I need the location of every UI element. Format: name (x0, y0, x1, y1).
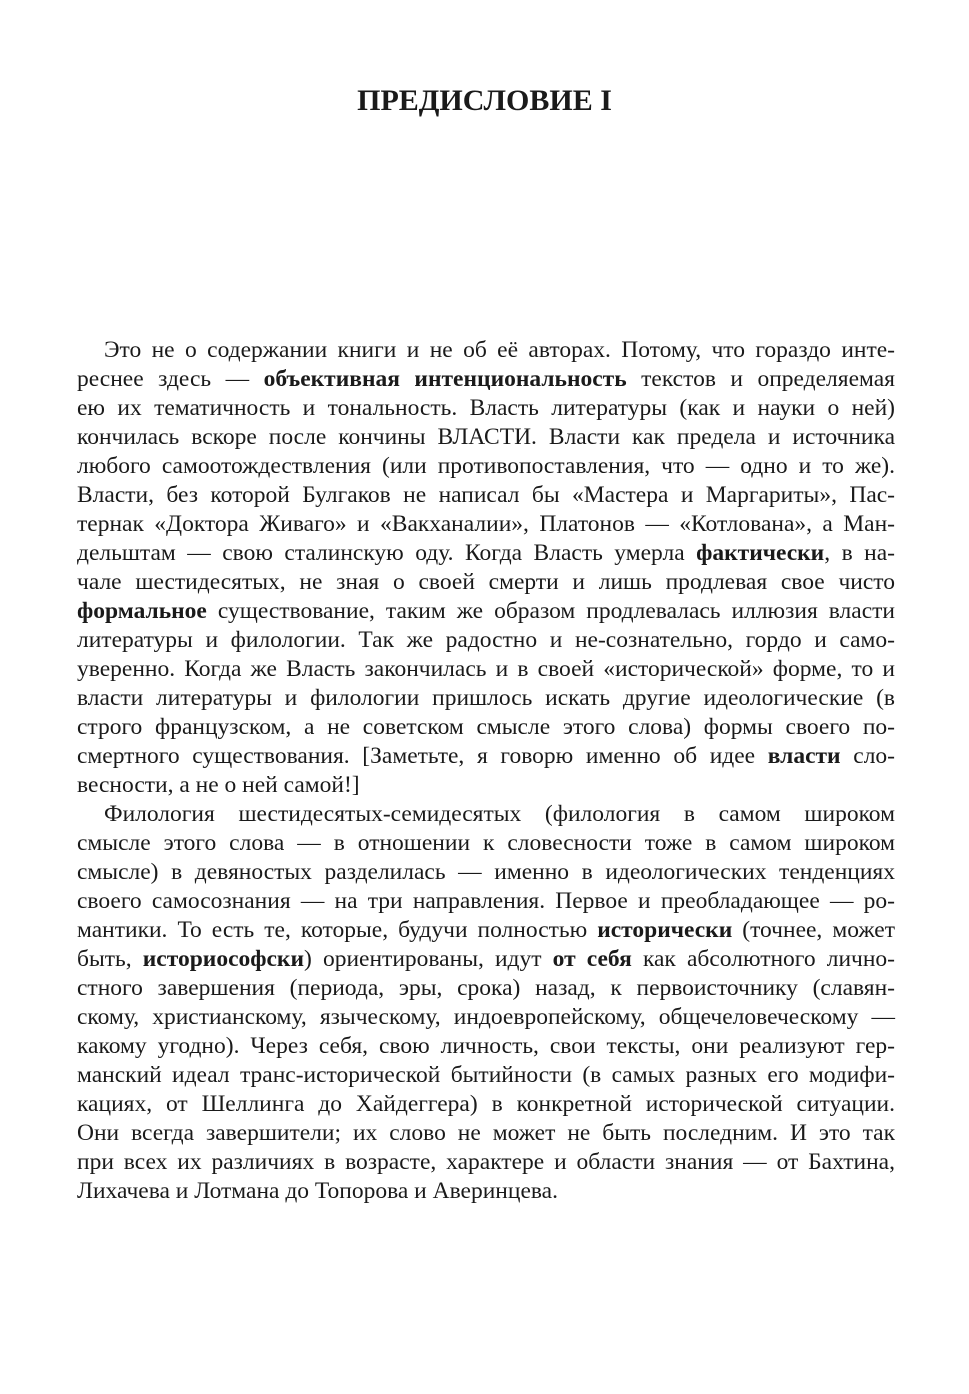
text-line: кациях, от Шеллинга до Хайдеггера) в конкретной исторической ситуации. (77, 1091, 895, 1117)
text-line: Лихачева и Лотмана до Топорова и Аверинцева. (77, 1178, 558, 1204)
text-line: смысле) в девяностых разделилась — именно в идеологических тенденциях (77, 859, 895, 885)
text-line: мантики. То есть те, которые, будучи полностью исторически (точнее, может (77, 917, 895, 943)
text-line: формальное существование, таким же образом продлевалась иллюзия власти (77, 598, 895, 624)
text-line: Это не о содержании книги и не об её авторах. Потому, что гораздо инте- (104, 337, 895, 363)
text-line: Они всегда завершители; их слово не может не быть последним. И это так (77, 1120, 895, 1146)
text-line: литературы и филологии. Так же радостно и не-сознательно, гордо и само- (77, 627, 895, 653)
text-line: смертного существования. [Заметьте, я говорю именно об идее власти сло- (77, 743, 896, 769)
text-line: строго французском, а не советском смысле этого слова) формы своего по- (77, 714, 895, 740)
text-line: Власти, без которой Булгаков не написал бы «Мастера и Маргариты», Пас- (77, 482, 895, 508)
text-line: весности, а не о ней самой!] (77, 772, 360, 798)
text-line: при всех их различиях в возрасте, характере и области знания — от Бахтина, (77, 1149, 895, 1175)
page-title: ПРЕДИСЛОВИЕ I (357, 84, 612, 117)
text-line: кончилась вскоре после кончины ВЛАСТИ. Власти как предела и источника (77, 424, 895, 450)
text-line: дельштам — свою сталинскую оду. Когда Власть умерла фактически, в на- (77, 540, 895, 566)
text-line: ею их тематичность и тональность. Власть литературы (как и науки о ней) (77, 395, 895, 421)
text-line: своего самосознания — на три направления. Первое и преобладающее — ро- (77, 888, 895, 914)
text-line: тернак «Доктора Живаго» и «Вакханалии», Платонов — «Котлована», а Ман- (77, 511, 895, 537)
text-line: Филология шестидесятых-семидесятых (филология в самом широком (104, 801, 895, 827)
text-line: стного завершения (периода, эры, срока) назад, к первоисточнику (славян- (77, 975, 895, 1001)
text-line: любого самоотождествления (или противопоставления, что — одно и то же). (77, 453, 895, 479)
text-line: быть, историософски) ориентированы, идут от себя как абсолютного лично- (77, 946, 896, 972)
text-line: власти литературы и филологии пришлось искать другие идеологические (в (77, 685, 895, 711)
text-line: реснее здесь — объективная интенциональность текстов и определяемая (77, 366, 895, 392)
text-line: смысле этого слова — в отношении к словесности тоже в самом широком (77, 830, 895, 856)
text-line: уверенно. Когда же Власть закончилась и в своей «исторической» форме, то и (77, 656, 895, 682)
text-line: скому, христианскому, языческому, индоевропейскому, общечеловеческому — (77, 1004, 895, 1030)
text-line: какому угодно). Через себя, свою личность, свои тексты, они реализуют гер- (77, 1033, 895, 1059)
text-line: манский идеал транс-исторической бытийности (в самых разных его модифи- (77, 1062, 895, 1088)
text-line: чале шестидесятых, не зная о своей смерти и лишь продлевая свое чисто (77, 569, 895, 595)
